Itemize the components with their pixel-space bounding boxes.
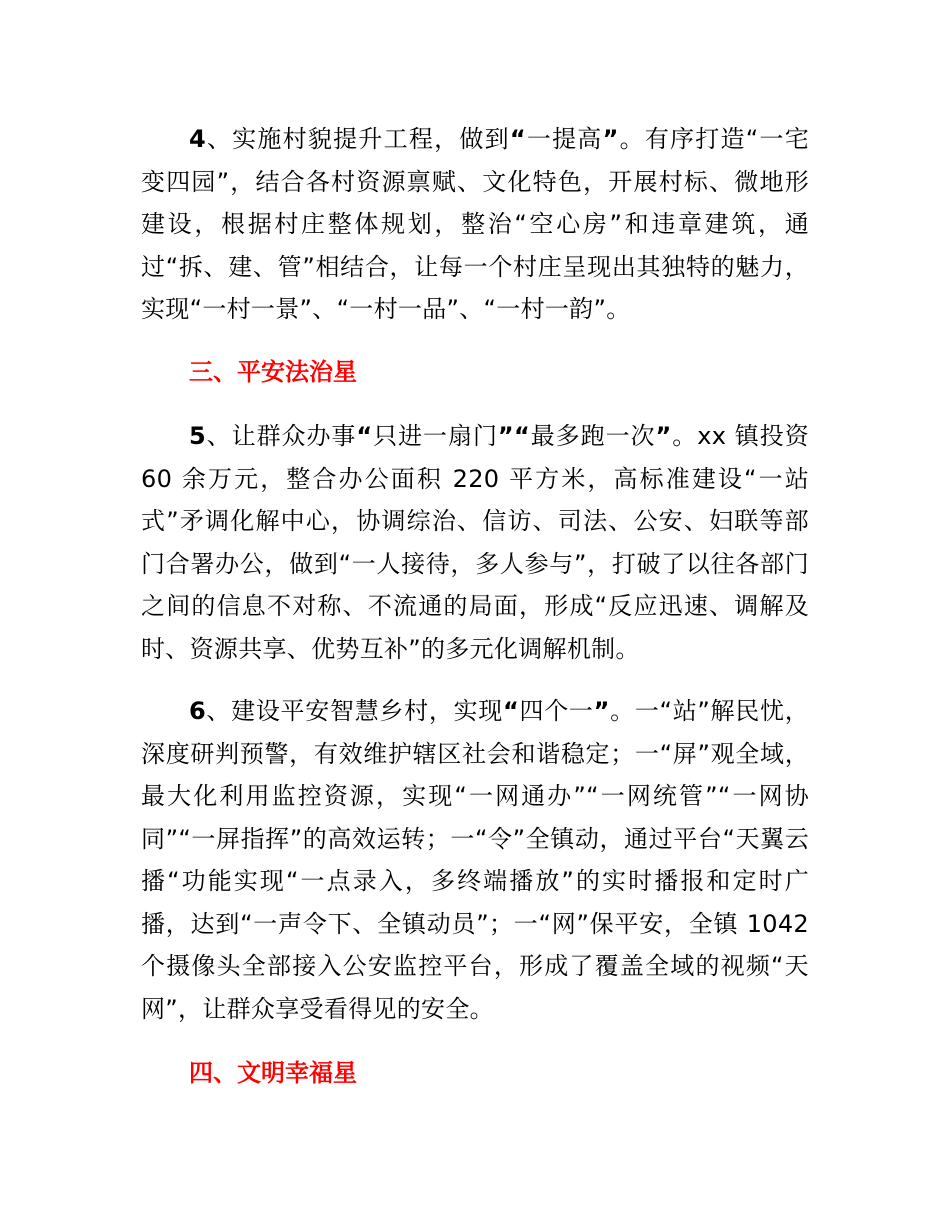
quote-mark: ”: [655, 422, 672, 450]
quote-mark: “: [356, 422, 373, 450]
quote-mark: ”: [593, 697, 610, 725]
item-lead: 、让群众办事: [206, 422, 357, 450]
quote-mark: “: [502, 697, 520, 725]
quote-mark: ”: [602, 125, 619, 153]
item-lead: 、实施村貌提升工程，做到: [206, 125, 510, 153]
quote-text: 只进一扇门: [372, 422, 498, 450]
quote-mark: “: [509, 125, 526, 153]
item-number: 4: [189, 125, 206, 153]
paragraph-body: 。一“站”解民忧，深度研判预警，有效维护辖区社会和谐稳定；一“屏”观全域，最大化利用监控资源，实现“一网通办”“一网统管”“一网协同”“一屏指挥”的高效运转；一“令”全镇动，通过平台“天翼云播“功能实现“一点录入，多终端播放”的实时播报和定时广播，达到“一声令下、全镇动员”；一“网”保平安，全镇 1042 个摄像头全部接入公安监控平台，形成了覆盖全域的视频“天网”，让群众享受看得见的安全。: [141, 697, 809, 1023]
section-heading-3: 三、平安法治星: [189, 357, 357, 386]
paragraph-5: [141, 415, 809, 670]
item-number: 5: [189, 422, 206, 450]
item-lead: 、建设平安智慧乡村，实现: [206, 697, 503, 725]
paragraph-body: 。xx 镇投资 60 余万元，整合办公面积 220 平方米，高标准建设“一站式”矛调化解中心，协调综治、信访、司法、公安、妇联等部门合署办公，做到“一人接待，多人参与”，打破了以往各部门之间的信息不对称、不流通的局面，形成“反应迅速、调解及时、资源共享、优势互补”的多元化调解机制。: [141, 422, 809, 663]
item-number: 6: [189, 697, 206, 725]
paragraph-body: 。有序打造“一宅变四园”，结合各村资源禀赋、文化特色，开展村标、微地形建设，根据村庄整体规划，整治“空心房”和违章建筑，通过“拆、建、管”相结合，让每一个村庄呈现出其独特的魅力，实现“一村一景”、“一村一品”、“一村一韵”。: [141, 125, 809, 323]
quote-text: 四个一: [519, 697, 594, 725]
paragraph-6: [141, 690, 809, 1030]
section-heading-4: 四、文明幸福星: [189, 1059, 357, 1087]
paragraph-4: [141, 118, 809, 331]
quote-mark: ”“: [497, 422, 531, 450]
quote-text: 最多跑一次: [530, 422, 656, 450]
document-page: [141, 118, 809, 1095]
quote-text: 一提高: [525, 125, 603, 153]
